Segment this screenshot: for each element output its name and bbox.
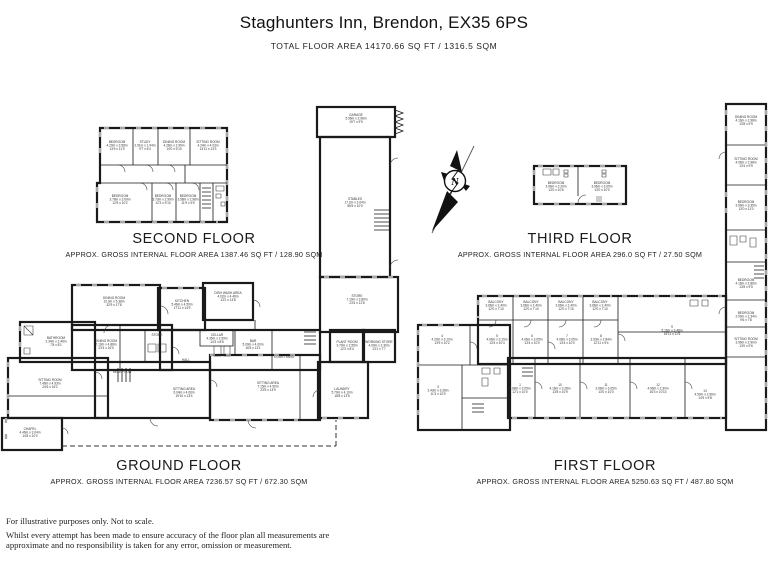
disclaimer-line1: For illustrative purposes only. Not to scale.	[6, 516, 154, 526]
room-label: STABLES 17.2m x 3.04m 56'5 x 10'0	[344, 197, 366, 208]
room-label: 3 3.43m x 3.28m 11'3 x 10'9	[427, 385, 449, 396]
room-label: BEDROOM 2.90m x 2.34m 9'6 x 7'8	[735, 311, 757, 322]
room-label: 4 4.20m x 3.10m 13'9 x 10'2	[431, 334, 453, 345]
room-label: DINING ROOM 10.0m x 5.38m 32'9 x 17'8	[103, 296, 125, 307]
disclaimer	[6, 516, 332, 551]
room-label: 1 3.68m x 3.05m 12'1 x 10'0	[509, 383, 531, 394]
page-title: Staghunters Inn, Brendon, EX35 6PS	[239, 13, 529, 32]
room-label: CELLAR 4.35m x 2.59m 14'3 x 8'6	[206, 333, 228, 344]
room-label: DINING ROOM 4.26m x 2.99m 14'0 x 9'10	[163, 140, 185, 151]
room-label: BEDROOM 4.20m x 3.58m 13'9 x 11'9	[106, 140, 128, 151]
room-label: BEDROOM 3.96m x 3.20m 13'0 x 10'6	[545, 181, 567, 192]
third-floor-area: APPROX. GROSS INTERNAL FLOOR AREA 296.0 SQ FT / 27.50 SQM	[457, 250, 703, 259]
room-label: BEDROOM 3.96m x 3.05m 13'0 x 10'0	[591, 181, 613, 192]
room-label: 6 4.06m x 3.05m 13'4 x 10'0	[521, 334, 543, 345]
room-label: SITTING ROOM 4.24m x 4.03m 13'11 x 13'3	[196, 140, 220, 151]
room-label: SITTING ROOM 7.46m x 4.93m 24'6 x 16'2	[38, 378, 62, 389]
room-label: KITCHEN 5.46m x 4.50m 17'11 x 14'9	[171, 299, 193, 310]
room-label: 7 4.06m x 3.05m 13'4 x 10'0	[556, 334, 578, 345]
room-label: STUDY 2.91m x 1.94m 9'7 x 6'4	[134, 140, 156, 151]
room-label: BEDROOM 3.96m x 3.35m 13'0 x 11'0	[735, 200, 757, 211]
disclaimer-line2: Whilst every attempt has been made to ensure accuracy of the floor plan all measurements are approximate and no responsibility is taken for any error, omission or measurement.	[6, 529, 330, 551]
room-label: BALCONY 3.66m x 2.40m 12'0 x 7'10	[555, 300, 577, 311]
second-floor-area: APPROX. GROSS INTERNAL FLOOR AREA 1387.46 SQ FT / 128.90 SQM	[65, 250, 323, 259]
room-label: BALCONY 3.66m x 2.40m 12'0 x 7'10	[589, 300, 611, 311]
room-label: WORKING STORE 4.00m x 2.30m 13'1 x 7'7	[365, 340, 393, 351]
first-floor-area: APPROX. GROSS INTERNAL FLOOR AREA 5250.63 SQ FT / 487.80 SQM	[476, 477, 734, 486]
first-floor-name: FIRST FLOOR	[553, 458, 657, 474]
room-label: DINING ROOM 4.16m x 2.98m 13'8 x 9'9	[735, 115, 757, 126]
room-label: BEDROOM 3.78m x 3.09m 12'5 x 10'2	[109, 194, 131, 205]
room-label: HALL	[182, 358, 190, 362]
room-label: 13 4.50m x 2.96m 14'9 x 9'8	[694, 389, 716, 400]
room-label: SITTING AREA 7.15m x 4.50m 23'5 x 14'9	[257, 381, 279, 392]
room-label: BEDROOM 4.16m x 2.86m 13'8 x 9'5	[735, 278, 757, 289]
room-label: BEDROOM 3.73m x 2.99m 12'3 x 9'10	[152, 194, 174, 205]
ground-floor-name: GROUND FLOOR	[116, 458, 242, 474]
room-label: 5 4.06m x 3.15m 13'4 x 10'4	[486, 334, 508, 345]
room-label: GARAGE 5.96m x 2.96m 19'7 x 9'9	[345, 113, 367, 124]
room-label: CHAPEL 4.46m x 3.04m 14'8 x 10'0	[19, 427, 41, 438]
room-label: PLANT ROOM 3.70m x 2.55m 12'2 x 8'4	[336, 340, 358, 351]
room-label: BALCONY 3.66m x 2.40m 12'0 x 7'10	[520, 300, 542, 311]
first-floor-walls	[418, 104, 766, 430]
room-label: STORE	[151, 333, 163, 337]
first-floor-caption	[455, 458, 755, 486]
second-floor-name: SECOND FLOOR	[132, 231, 256, 247]
first-floor-doors	[470, 152, 726, 389]
room-label: SITTING AREA 6.04m x 4.06m 19'10 x 13'4	[173, 387, 195, 398]
ground-floor-room-labels	[19, 113, 392, 438]
room-label: LAUNDRY 5.70m x 4.10m 18'8 x 13'5	[331, 387, 353, 398]
room-label: DINING ROOM 7.10m x 4.88m 23'4 x 16'0	[95, 339, 117, 350]
room-label: 9 5.16m x 3.48m 16'11 x 11'5	[661, 325, 683, 336]
ground-floor-plan	[0, 100, 412, 456]
room-label: BAR 5.00m x 4.00m 16'5 x 13'1	[242, 339, 264, 350]
ground-floor-area: APPROX. GROSS INTERNAL FLOOR AREA 7236.57 SQ FT / 672.30 SQM	[50, 477, 308, 486]
ground-floor-walls	[2, 107, 398, 450]
room-label: DISH WASH AREA 4.02m x 4.46m 13'2 x 14'8	[214, 291, 242, 302]
third-floor-name: THIRD FLOOR	[527, 231, 633, 247]
room-label: BATHROOM 2.34m x 2.46m 7'8 x 8'1	[45, 336, 67, 347]
room-label: 10 4.16m x 3.28m 13'8 x 10'9	[549, 383, 571, 394]
room-label: COURTYARD	[274, 355, 294, 359]
garage-door-icon	[395, 110, 403, 134]
room-label: RECEPTION	[112, 370, 132, 374]
ground-floor-caption	[35, 458, 323, 486]
room-label: BEDROOM 3.58m x 2.98m 11'9 x 9'9	[177, 194, 199, 205]
room-label: 8 3.93m x 2.84m 12'11 x 9'4	[590, 334, 612, 345]
first-floor-plan	[415, 95, 768, 435]
room-label: STORE 7.10m x 3.80m 23'4 x 12'6	[346, 294, 368, 305]
total-floor-area: TOTAL FLOOR AREA 14170.66 SQ FT / 1316.5 SQM	[270, 41, 498, 51]
room-label: 11 3.96m x 3.05m 13'0 x 10'0	[595, 383, 617, 394]
room-label: SITTING ROOM 4.06m x 2.98m 13'4 x 9'9	[734, 157, 758, 168]
compass-north-label: N	[451, 177, 459, 188]
room-label: 12 4.96m x 3.30m 16'3 x 10'10	[647, 383, 669, 394]
room-label: SITTING ROOM 3.96m x 2.90m 13'0 x 9'6	[734, 337, 758, 348]
room-label: BALCONY 3.66m x 2.40m 12'0 x 7'10	[485, 300, 507, 311]
